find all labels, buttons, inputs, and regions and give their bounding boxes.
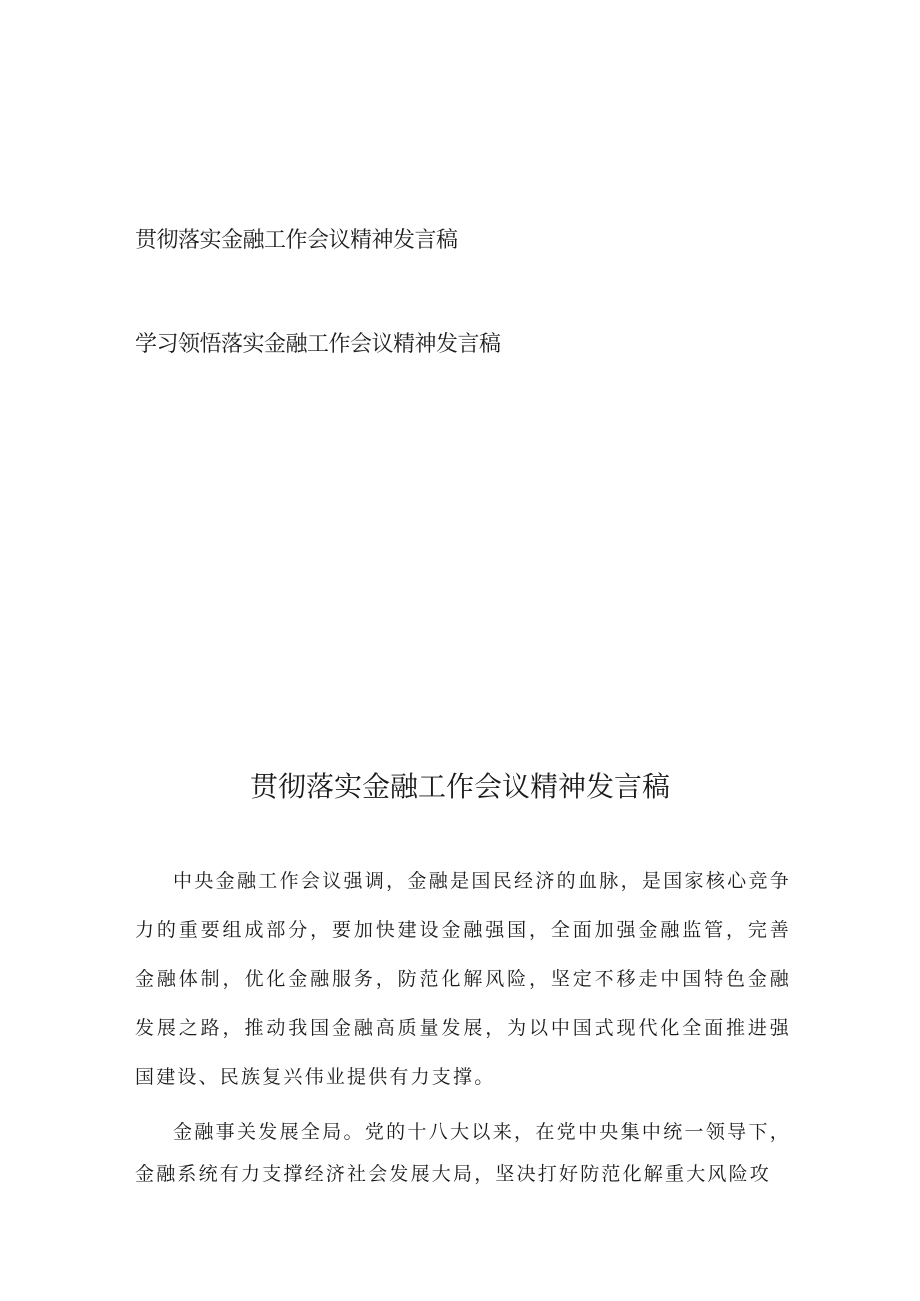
toc-item-2: 学习领悟落实金融工作会议精神发言稿 xyxy=(135,332,501,357)
article-title: 贯彻落实金融工作会议精神发言稿 xyxy=(249,770,670,803)
toc-item-1: 贯彻落实金融工作会议精神发言稿 xyxy=(135,228,458,253)
article-paragraph-2: 金融事关发展全局。党的十八大以来，在党中央集中统一领导下，金融系统有力支撑经济社会发展大局，坚决打好防范化解重大风险攻 xyxy=(135,1121,791,1185)
article-paragraph-1: 中央金融工作会议强调，金融是国民经济的血脉，是国家核心竞争力的重要组成部分，要加快建设金融强国，全面加强金融监管，完善金融体制，优化金融服务，防范化解风险，坚定不移走中国特色金融发展之路，推动我国金融高质量发展，为以中国式现代化全面推进强国建设、民族复兴伟业提供有力支撑。 xyxy=(135,870,791,1088)
